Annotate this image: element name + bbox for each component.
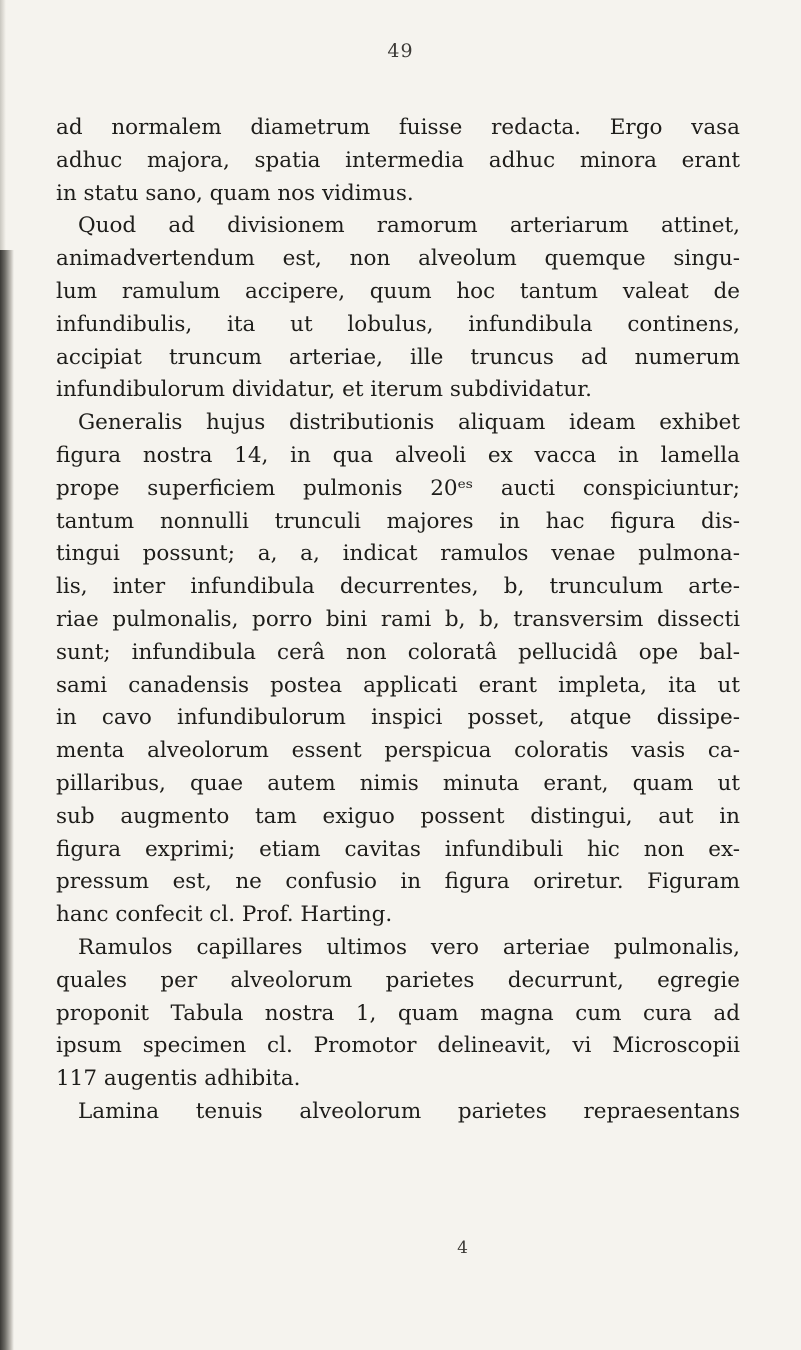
text-line: tantum nonnulli trunculi majores in hac figura dis- [56,508,740,534]
text-line: pillaribus, quae autem nimis minuta erant, quam ut [56,770,740,796]
text-line: 117 augentis adhibita. [56,1066,301,1092]
text-line: Ramulos capillares ultimos vero arteriae pulmonalis, [78,934,740,960]
text-line: sami canadensis postea applicati erant impleta, ita ut [56,672,740,698]
text-line: hanc confecit cl. Prof. Harting. [56,902,393,928]
page-number: 49 [387,40,414,62]
signature-number: 4 [457,1238,468,1258]
text-line: in statu sano, quam nos vidimus. [56,180,414,206]
text-line: adhuc majora, spatia intermedia adhuc minora erant [56,147,740,173]
text-line: figura nostra 14, in qua alveoli ex vacca in lamella [56,442,740,468]
text-line: tingui possunt; a, a, indicat ramulos venae pulmona- [56,541,740,567]
text-line: Quod ad divisionem ramorum arteriarum attinet, [78,213,740,239]
text-line: ad normalem diametrum fuisse redacta. Ergo vasa [56,115,740,140]
binding-shadow [0,250,14,1350]
text-line: figura exprimi; etiam cavitas infundibuli hic non ex- [56,836,740,862]
text-line: infundibulis, ita ut lobulus, infundibula continens, [56,311,740,337]
text-line: riae pulmonalis, porro bini rami b, b, transversim dissecti [56,606,740,632]
text-line: infundibulorum dividatur, et iterum subdividatur. [56,377,593,403]
text-line: Generalis hujus distributionis aliquam ideam exhibet [78,410,740,436]
text-line: Lamina tenuis alveolorum parietes repraesentans [78,1098,740,1124]
text-line: accipiat truncum arteriae, ille truncus ad numerum [56,344,740,370]
binding-shadow-top [0,0,6,250]
signature-mark [0,1238,801,1258]
body-text [56,112,740,1129]
text-line: in cavo infundibulorum inspici posset, atque dissipe- [56,705,740,731]
text-line: prope superficiem pulmonis 20ᵉˢ aucti conspiciuntur; [56,475,740,501]
text-line: quales per alveolorum parietes decurrunt, egregie [56,967,740,993]
text-line: menta alveolorum essent perspicua coloratis vasis ca- [56,738,740,764]
text-line: pressum est, ne confusio in figura oriretur. Figuram [56,869,740,895]
text-line: lis, inter infundibula decurrentes, b, trunculum arte- [56,574,740,600]
text-line: sub augmento tam exiguo possent distingui, aut in [56,803,740,829]
text-line: animadvertendum est, non alveolum quemque singu- [56,246,740,272]
text-line: ipsum specimen cl. Promotor delineavit, vi Microscopii [56,1033,740,1059]
text-line: sunt; infundibula cerâ non coloratâ pellucidâ ope bal- [56,639,740,665]
text-line: proponit Tabula nostra 1, quam magna cum cura ad [56,1000,740,1026]
text-line: lum ramulum accipere, quum hoc tantum valeat de [56,278,740,304]
